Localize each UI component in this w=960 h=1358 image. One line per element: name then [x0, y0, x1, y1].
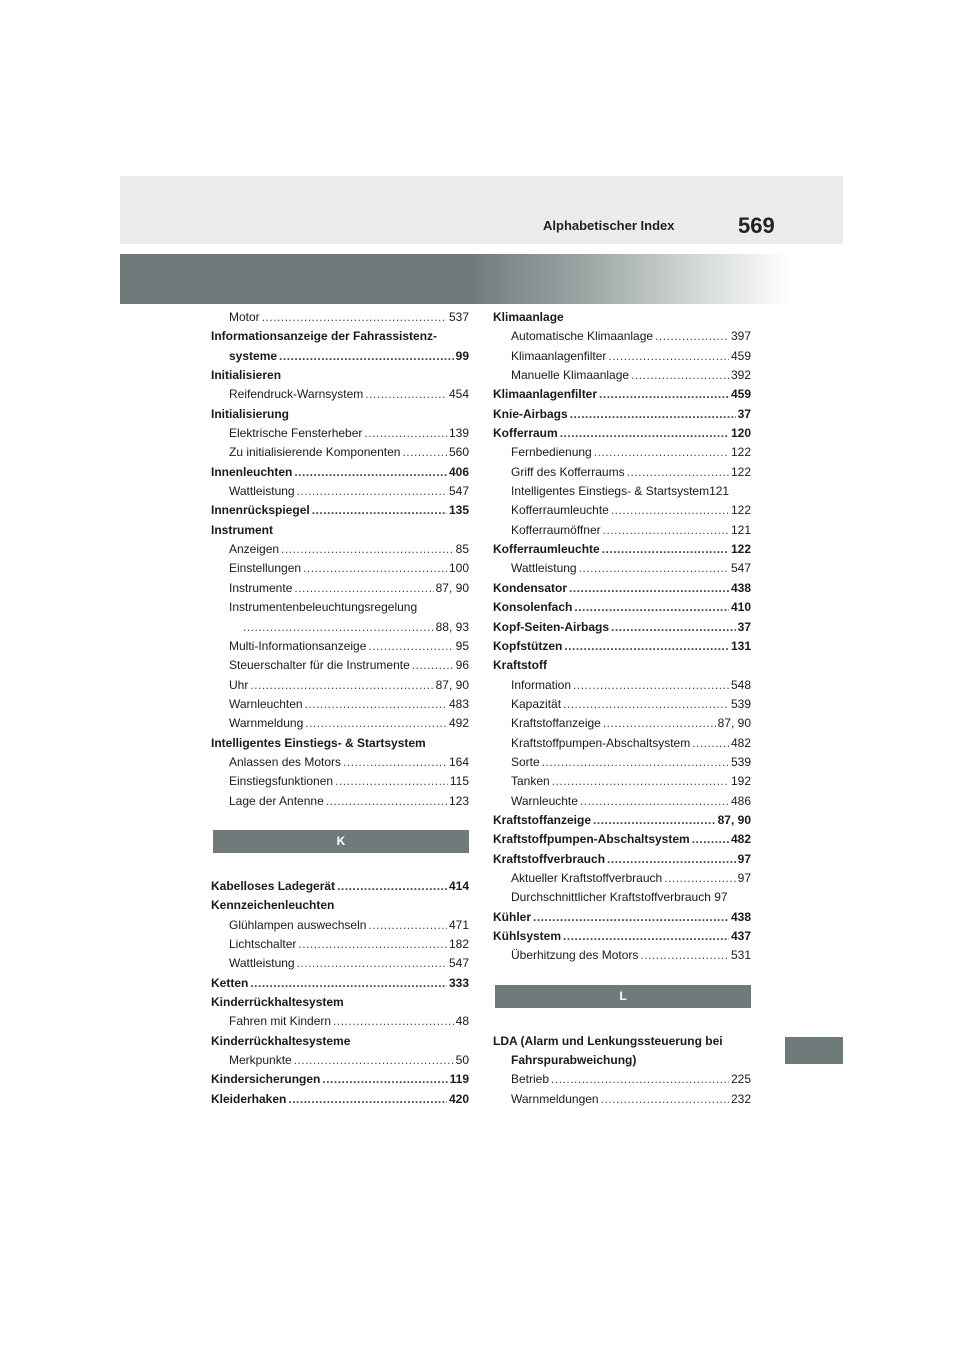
index-entry-text: Kofferraum: [493, 426, 558, 441]
index-entry-text: Warnleuchten: [229, 696, 303, 711]
index-entry-text: Intelligentes Einstiegs- & Startsystem: [211, 735, 426, 750]
index-entry-text: Lichtschalter: [229, 936, 297, 951]
dot-leader: [335, 772, 448, 791]
index-entry: [211, 1012, 469, 1031]
dot-leader: [337, 877, 447, 896]
dot-leader: [294, 579, 433, 598]
index-entry-text: Kondensator: [493, 580, 568, 595]
index-entry-page: 459: [730, 387, 751, 402]
index-entry: [211, 1051, 469, 1070]
index-entry-text: Instrument: [211, 522, 274, 537]
index-entry-text: Steuerschalter für die Instrumente: [229, 658, 410, 673]
index-entry-page: 121: [730, 522, 751, 537]
index-entry-page: 459: [730, 348, 751, 363]
dot-leader: [573, 676, 729, 695]
dot-leader: [560, 424, 729, 443]
index-entry: [211, 308, 469, 327]
dot-leader: [262, 308, 447, 327]
index-entry: [493, 443, 751, 462]
index-entry: [211, 637, 469, 656]
index-entry-page: 87, 90: [717, 812, 751, 827]
index-entry-page: 438: [730, 909, 751, 924]
index-entry-text: Automatische Klimaanlage: [511, 329, 654, 344]
index-entry-page: 96: [455, 658, 469, 673]
index-entry-text: LDA (Alarm und Lenkungssteuerung bei: [493, 1033, 723, 1048]
dot-leader: [288, 1090, 447, 1109]
index-entry-page: 392: [730, 368, 751, 383]
index-entry-page: 482: [730, 735, 751, 750]
section-header-l: L: [495, 985, 751, 1008]
index-entry-page: 547: [730, 561, 751, 576]
index-entry-page: 88, 93: [435, 619, 469, 634]
index-entry-text: Anzeigen: [229, 542, 280, 557]
index-entry: [493, 946, 751, 965]
index-entry: [211, 935, 469, 954]
index-entry-text: Kraftstoffanzeige: [511, 716, 601, 731]
index-entry: [211, 676, 469, 695]
dot-leader: [333, 1012, 454, 1031]
index-entry: [211, 327, 469, 346]
index-entry-page: 122: [730, 542, 751, 557]
dot-leader: [305, 695, 447, 714]
index-entry-page: 333: [448, 975, 469, 990]
index-entry-text: Kraftstoffpumpen-Abschaltsystem: [511, 735, 691, 750]
index-entry-page: 410: [730, 600, 751, 615]
index-entry-text: Kühler: [493, 909, 532, 924]
index-entry: [493, 385, 751, 404]
index-entry: [211, 579, 469, 598]
index-entry-page: 482: [730, 832, 751, 847]
index-entry-page: 471: [448, 917, 469, 932]
index-entry-page: 414: [448, 878, 469, 893]
index-entry-text: Warnmeldung: [229, 716, 304, 731]
index-entry-page: 406: [448, 464, 469, 479]
index-entry: [493, 579, 751, 598]
dot-leader: [594, 443, 729, 462]
index-entry-page: 547: [448, 484, 469, 499]
index-entry-page: 119: [449, 1072, 469, 1087]
index-entry-page: 50: [455, 1053, 469, 1068]
index-entry: [493, 1090, 751, 1109]
dot-leader: [303, 559, 447, 578]
index-entry: [493, 1032, 751, 1051]
index-entry: [211, 753, 469, 772]
index-entry-text: Elektrische Fensterheber: [229, 426, 363, 441]
section-header-k: K: [213, 830, 469, 853]
dot-leader: [294, 463, 447, 482]
index-entry-text: Innenrückspiegel: [211, 503, 310, 518]
index-entry-page: 99: [455, 348, 469, 363]
index-entry: [493, 792, 751, 811]
index-entry-text: Kopfstützen: [493, 638, 563, 653]
index-entry: [211, 993, 469, 1012]
index-entry: [493, 714, 751, 733]
dot-leader: [364, 424, 447, 443]
index-entry-page: 397: [730, 329, 751, 344]
dot-leader: [593, 811, 716, 830]
index-entry-page: 100: [448, 561, 469, 576]
index-entry-text: Aktueller Kraftstoffverbrauch: [511, 870, 663, 885]
dot-leader: [250, 974, 447, 993]
index-entry-page: 87, 90: [435, 677, 469, 692]
index-entry-page: 547: [448, 956, 469, 971]
index-entry-text: Kühlsystem: [493, 929, 562, 943]
index-entry: [211, 443, 469, 462]
index-entry: [211, 347, 469, 366]
index-entry-page: 87, 90: [717, 716, 751, 731]
dot-leader: [640, 946, 729, 965]
dot-leader: [563, 927, 729, 946]
index-entry-page: 492: [448, 716, 469, 731]
index-entry-text: Ketten: [211, 975, 249, 990]
dot-leader: [368, 637, 453, 656]
index-entry: [211, 916, 469, 935]
index-entry-text: Einstiegsfunktionen: [229, 774, 334, 789]
index-entry-text: Durchschnittlicher Kraftstoffverbrauch 97: [511, 890, 728, 905]
index-block: [211, 877, 469, 1109]
index-entry-text: Manuelle Klimaanlage: [511, 368, 630, 383]
dot-leader: [305, 714, 447, 733]
index-entry: [493, 559, 751, 578]
index-entry: [493, 405, 751, 424]
index-entry-text: Überhitzung des Motors: [511, 948, 639, 963]
index-entry: [211, 598, 469, 617]
index-entry-text: Motor: [229, 310, 260, 324]
index-entry-page: 122: [730, 503, 751, 518]
dot-leader: [297, 954, 447, 973]
dot-leader: [542, 753, 729, 772]
index-entry-text: Wattleistung: [229, 484, 295, 499]
index-entry: [493, 618, 751, 637]
index-entry-text: Kraftstoffverbrauch: [493, 851, 606, 866]
index-entry: [493, 366, 751, 385]
index-entry-text: Reifendruck-Warnsystem: [229, 387, 364, 402]
index-entry-text: Klimaanlage: [493, 310, 564, 324]
index-entry: [493, 676, 751, 695]
index-entry: [211, 772, 469, 791]
index-entry-page: 85: [455, 542, 469, 557]
dot-leader: [412, 656, 454, 675]
index-entry-text: Kofferraumleuchte: [511, 503, 609, 518]
index-entry-text: Fahrspurabweichung): [511, 1053, 637, 1068]
dot-leader: [611, 618, 736, 637]
index-entry-page: 560: [448, 445, 469, 460]
index-entry-text: Kraftstoff: [493, 658, 547, 673]
index-entry: [493, 772, 751, 791]
index-column-right: [493, 308, 751, 1109]
index-entry-page: 131: [730, 638, 751, 653]
index-entry: [493, 734, 751, 753]
index-entry-text: Kraftstoffanzeige: [493, 812, 592, 827]
index-entry-text: Instrumente: [229, 580, 293, 595]
dot-leader: [569, 579, 729, 598]
index-entry-page: 225: [730, 1072, 751, 1087]
index-entry-page: 123: [448, 793, 469, 808]
index-entry-page: 95: [455, 638, 469, 653]
index-entry-text: Wattleistung: [511, 561, 577, 576]
index-entry: [493, 463, 751, 482]
decorative-gradient-bar: [120, 254, 790, 304]
index-entry-page: 548: [730, 677, 751, 692]
dot-leader: [533, 908, 729, 927]
index-entry-text: Tanken: [511, 774, 550, 789]
index-entry-text: Klimaanlagenfilter: [493, 387, 598, 402]
dot-leader: [627, 463, 729, 482]
index-block: [211, 308, 469, 811]
index-entry: [211, 540, 469, 559]
index-entry-page: 420: [448, 1091, 469, 1106]
index-block: [493, 308, 751, 966]
page-number: 569: [738, 213, 775, 238]
index-entry: [493, 347, 751, 366]
index-entry: [493, 695, 751, 714]
index-entry-text: Initialisierung: [211, 406, 290, 421]
index-entry-page: 87, 90: [435, 580, 469, 595]
index-entry: [211, 424, 469, 443]
index-entry: [211, 1032, 469, 1051]
index-entry-text: Innenleuchten: [211, 464, 293, 479]
index-entry: [211, 1070, 469, 1089]
dot-leader: [552, 772, 729, 791]
index-entry: [493, 1070, 751, 1089]
dot-leader: [563, 695, 729, 714]
index-entry: [211, 954, 469, 973]
index-entry: [211, 501, 469, 520]
chapter-side-tab: [785, 1037, 843, 1064]
index-entry-text: Konsolenfach: [493, 600, 573, 615]
index-entry: [493, 308, 751, 327]
index-entry-page: 486: [730, 793, 751, 808]
index-entry-text: Kleiderhaken: [211, 1091, 287, 1106]
dot-leader: [322, 1070, 447, 1089]
index-entry: [493, 927, 751, 946]
dot-leader: [326, 792, 447, 811]
index-entry: [493, 637, 751, 656]
index-entry-text: Kabelloses Ladegerät: [211, 878, 336, 893]
dot-leader: [602, 540, 729, 559]
dot-leader: [343, 753, 447, 772]
index-entry-text: Kennzeichenleuchten: [211, 898, 335, 913]
dot-leader: [603, 521, 729, 540]
dot-leader: [402, 443, 447, 462]
dot-leader: [297, 482, 447, 501]
index-entry: [211, 877, 469, 896]
index-entry: [493, 598, 751, 617]
index-entry-page: 531: [730, 948, 751, 963]
index-entry-text: Fernbedienung: [511, 445, 592, 460]
index-entry-page: 537: [448, 310, 469, 324]
index-entry-text: Kindersicherungen: [211, 1072, 321, 1087]
index-entry: [211, 405, 469, 424]
index-entry: [493, 482, 751, 501]
index-entry: [493, 869, 751, 888]
index-entry-text: Anlassen des Motors: [229, 754, 342, 769]
index-entry-page: 122: [730, 464, 751, 479]
index-entry-page: 97: [737, 851, 751, 866]
index-entry-text: Uhr: [229, 677, 249, 692]
index-entry-page: 192: [730, 774, 751, 789]
index-entry-text: Multi-Informationsanzeige: [229, 638, 367, 653]
index-entry: [211, 695, 469, 714]
index-entry-page: 182: [448, 936, 469, 951]
index-entry-text: Zu initialisierende Komponenten: [229, 445, 401, 460]
dot-leader: [655, 327, 729, 346]
index-entry-text: Betrieb: [511, 1072, 550, 1087]
index-entry-text: Einstellungen: [229, 561, 302, 576]
index-entry: [493, 908, 751, 927]
dot-leader: [692, 734, 729, 753]
index-entry-text: Initialisieren: [211, 368, 282, 383]
index-entry-text: Kopf-Seiten-Airbags: [493, 619, 610, 634]
dot-leader: [580, 792, 729, 811]
index-entry: [211, 482, 469, 501]
index-entry: [493, 521, 751, 540]
index-entry: [211, 521, 469, 540]
index-entry: [493, 888, 751, 907]
index-entry-page: 164: [448, 754, 469, 769]
dot-leader: [603, 714, 716, 733]
index-entry: [211, 896, 469, 915]
dot-leader: [250, 676, 433, 695]
index-entry-text: Information: [511, 677, 572, 692]
index-entry-text: Informationsanzeige der Fahrassistenz-: [211, 329, 438, 344]
index-entry: [211, 656, 469, 675]
index-entry-text: Instrumentenbeleuchtungsregelung: [229, 600, 418, 615]
index-entry-page: 120: [730, 426, 751, 441]
index-entry-page: 483: [448, 696, 469, 711]
dot-leader: [574, 598, 729, 617]
dot-leader: [664, 869, 735, 888]
index-entry-page: 37: [737, 619, 751, 634]
dot-leader: [365, 385, 447, 404]
index-entry-page: 122: [730, 445, 751, 460]
index-entry: [211, 559, 469, 578]
index-entry-text: Merkpunkte: [229, 1053, 292, 1068]
index-entry-text: Griff des Kofferraums: [511, 464, 625, 479]
index-entry: [493, 540, 751, 559]
index-entry-text: Intelligentes Einstiegs- & Startsystem121: [511, 484, 730, 499]
index-entry-text: Kinderrückhaltesysteme: [211, 1033, 351, 1048]
index-entry: [493, 656, 751, 675]
index-entry: [211, 366, 469, 385]
index-entry-page: 135: [448, 503, 469, 518]
index-entry-text: Kinderrückhaltesystem: [211, 995, 344, 1009]
dot-leader: [579, 559, 729, 578]
index-entry-page: 437: [730, 929, 751, 943]
index-entry: [493, 830, 751, 849]
index-entry-page: 48: [455, 1014, 469, 1029]
dot-leader: [570, 405, 736, 424]
index-entry: [211, 792, 469, 811]
index-entry-page: 438: [730, 580, 751, 595]
dot-leader: [631, 366, 729, 385]
index-entry: [211, 1090, 469, 1109]
index-entry-text: Warnmeldungen: [511, 1091, 599, 1106]
dot-leader: [692, 830, 729, 849]
index-entry-page: 454: [448, 387, 469, 402]
dot-leader: [294, 1051, 454, 1070]
dot-leader: [564, 637, 729, 656]
dot-leader: [281, 540, 454, 559]
index-entry-text: Kapazität: [511, 696, 562, 711]
index-entry: [493, 753, 751, 772]
index-entry: [493, 850, 751, 869]
index-entry-text: Kofferraumöffner: [511, 522, 601, 537]
index-entry: [493, 811, 751, 830]
index-entry: [493, 424, 751, 443]
index-entry-text: Warnleuchte: [511, 793, 578, 808]
dot-leader: [601, 1090, 729, 1109]
index-entry-text: Klimaanlagenfilter: [511, 348, 607, 363]
index-entry-text: Sorte: [511, 754, 540, 769]
index-entry-page: 232: [730, 1091, 751, 1106]
index-entry: [211, 618, 469, 637]
index-entry-text: Kofferraumleuchte: [493, 542, 600, 557]
index-entry-page: 539: [730, 754, 751, 769]
index-entry-page: 539: [730, 696, 751, 711]
dot-leader: [551, 1070, 729, 1089]
index-entry: [211, 714, 469, 733]
index-entry-text: Glühlampen auswechseln: [229, 917, 367, 932]
index-entry-text: Lage der Antenne: [229, 793, 324, 808]
index-entry-text: systeme: [229, 348, 278, 363]
dot-leader: [611, 501, 729, 520]
index-entry-page: 139: [448, 426, 469, 441]
running-header-title: Alphabetischer Index: [543, 218, 675, 233]
index-entry-page: 115: [449, 774, 469, 789]
dot-leader: [298, 935, 447, 954]
dot-leader: [608, 347, 729, 366]
index-block: [493, 1032, 751, 1109]
index-entry: [211, 385, 469, 404]
dot-leader: [279, 347, 454, 366]
index-entry-text: Kraftstoffpumpen-Abschaltsystem: [493, 832, 690, 847]
index-entry-page: 37: [737, 406, 751, 421]
index-entry-page: 97: [737, 870, 751, 885]
index-entry: [493, 501, 751, 520]
index-entry: [211, 463, 469, 482]
index-entry-text: Knie-Airbags: [493, 406, 568, 421]
dot-leader: [368, 916, 447, 935]
index-entry: [493, 327, 751, 346]
header-band: [120, 176, 843, 244]
index-entry-text: Wattleistung: [229, 956, 295, 971]
dot-leader: [607, 850, 736, 869]
index-entry: [211, 734, 469, 753]
dot-leader: [312, 501, 447, 520]
index-entry: [493, 1051, 751, 1070]
dot-leader: [243, 618, 434, 637]
index-entry-text: Fahren mit Kindern: [229, 1014, 332, 1029]
index-entry: [211, 974, 469, 993]
index-column-left: [211, 308, 469, 1109]
dot-leader: [599, 385, 729, 404]
